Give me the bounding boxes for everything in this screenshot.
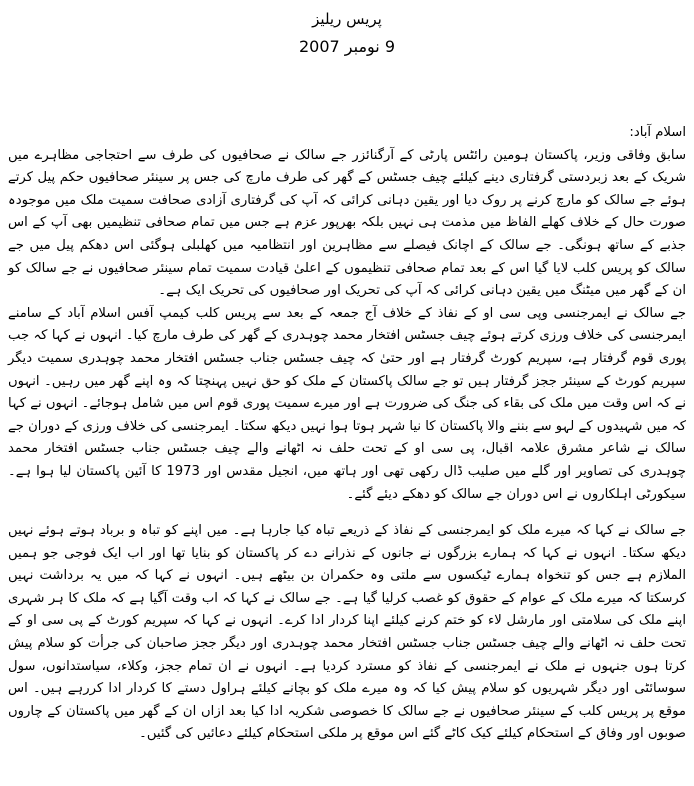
document-body: [8, 122, 686, 746]
paragraph-3: جے سالک نے کہا کہ میرے ملک کو ایمرجنسی کے نفاذ کے ذریعے تباہ کیا جارہا ہے۔ میں اپنے کو تباہ و برباد ہوتے ہوئے نہیں دیکھ سکتا۔ انہوں نے کہا کہ ہمارے بزرگوں نے جانوں کے نذرانے دے کر پاکستان کو بنایا تھا اور اب ایک فوجی جو ہمیں الملازم ہے جس کو تنخواہ ہمارے ٹیکسوں سے ملتی وہ حکمران بن بیٹھے ہیں۔ انہوں نے کہا کہ میں یہ برداشت نہیں کرسکتا کہ میرے ملک کے عوام کے حقوق کو غصب کرلیا گیا ہے۔ جے سالک نے کہا کہ اب وقت آگیا ہے کہ ملک کا ہر شہری اپنے ملک کی سلامتی اور مارشل لاء کو ختم کرنے کیلئے اپنا کردار ادا کرے۔ انہوں نے کہا کہ سپریم کورٹ کے پی سی او کے تحت حلف نہ اٹھانے والے چیف جسٹس جناب جسٹس افتخار محمد چوہدری اور دیگر ججز صاحبان کی جرأت کو سلام پیش کرتا ہوں جنہوں نے ملک نے ایمرجنسی کے نفاذ کو مسترد کردیا ہے۔ انہوں نے ان تمام ججز، وکلاء، سیاستدانوں، سول سوسائٹی اور دیگر شہریوں کو سلام پیش کیا کہ وہ میرے ملک کو بچانے کیلئے ہراول دستے کا کردار ادا کررہے ہیں۔ اس موقع پر پریس کلب کے سینئر صحافیوں نے جے سالک کا خصوصی شکریہ ادا کیا بعد ازاں ان کے گھر میں پاکستان کے چاروں صوبوں اور وفاق کے استحکام کیلئے کیک کاٹے گئے اس موقع پر ملکی استحکام کیلئے دعائیں کی گئیں۔: [8, 523, 686, 742]
paragraph-2: جے سالک نے ایمرجنسی وپی سی او کے نفاذ کے خلاف آج جمعہ کے بعد سے پریس کلب کیمپ آفس اسلام آباد کے سامنے ایمرجنسی کی خلاف ورزی کرتے ہوئے چیف جسٹس افتخار محمد چوہدری کے گھر کی طرف مارچ کیا۔ انہوں نے کہا کہ جب پوری قوم گرفتار ہے، سپریم کورٹ گرفتار ہے اور حتیٰ کہ چیف جسٹس جناب جسٹس افتخار محمد چوہدری سمیت دیگر سپریم کورٹ کے سینئر ججز گرفتار ہیں تو جے سالک پاکستان کے ملک کو حق نہیں پہنچتا کہ وہ اپنے گھر میں رہیں۔ انہوں نے کہ اس وقت میں ملک کی بقاء کی جنگ کی ضرورت ہے اور میرے سمیت پوری قوم اس میں شامل ہوجائے۔ انہوں نے کہا کہ میں شہیدوں کے لہو سے بننے والا پاکستان کا نیا شہر ہوتا ہوا نہیں دیکھ سکتا۔ ایمرجنسی کی خلاف ورزی کے دوران جے سالک نے شاعر مشرق علامہ اقبال، پی سی او کے تحت حلف نہ اٹھانے والے چیف جسٹس جناب جسٹس افتخار محمد چوہدری کی تصاویر اور گلے میں صلیب ڈال رکھی تھی اور ہاتھ میں، انجیل مقدس اور 1973 کا آئین پاکستان لیا ہوا ہے۔ سیکورٹی اہلکاروں نے اس دوران جے سالک کو دھکے دیئے گئے۔: [8, 305, 686, 502]
paragraph-1: سابق وفاقی وزیر، پاکستان ہومین رائٹس پارٹی کے آرگنائزر جے سالک نے صحافیوں کی طرف سے احتجاجی مظاہرے میں شریک کے بعد زبردستی گرفتاری دینے کیلئے چیف جسٹس کے گھر کی طرف مارچ کی جس پر سینئر صحافیوں حکم پیل کرتے ہوئے جے سالک کو مارچ کرنے پر روک دیا اور یقین دہانی کرائی کہ آپ کی گرفتاری آزادی صحافت سمیت ملک میں موجودہ صورت حال کے خلاف کھلے الفاظ میں مذمت ہی نہیں بلکہ بھرپور عزم ہے جس میں تمام صحافی تنظیمیں بھی آپ کے اس جذبے کے ساتھ ہونگی۔ جے سالک کے اچانک فیصلے سے مظاہرین اور انتظامیہ میں کھلبلی ہوگئی اس دھکم پیل میں جے سالک کو پریس کلب لایا گیا اس کے بعد تمام صحافی تنظیموں کے اعلیٰ قیادت سمیت تمام سینئر صحافیوں نے جے سالک کو ان کے گھر میں میٹنگ میں یقین دہانی کرائی کہ آپ کی تحریک اور صحافیوں کی تحریک ایک ہے۔: [8, 147, 686, 299]
dateline: اسلام آباد:: [629, 125, 686, 140]
header: [8, 8, 686, 58]
document-title: پریس ریلیز: [312, 10, 382, 28]
document-date: 9 نومبر 2007: [298, 37, 396, 56]
